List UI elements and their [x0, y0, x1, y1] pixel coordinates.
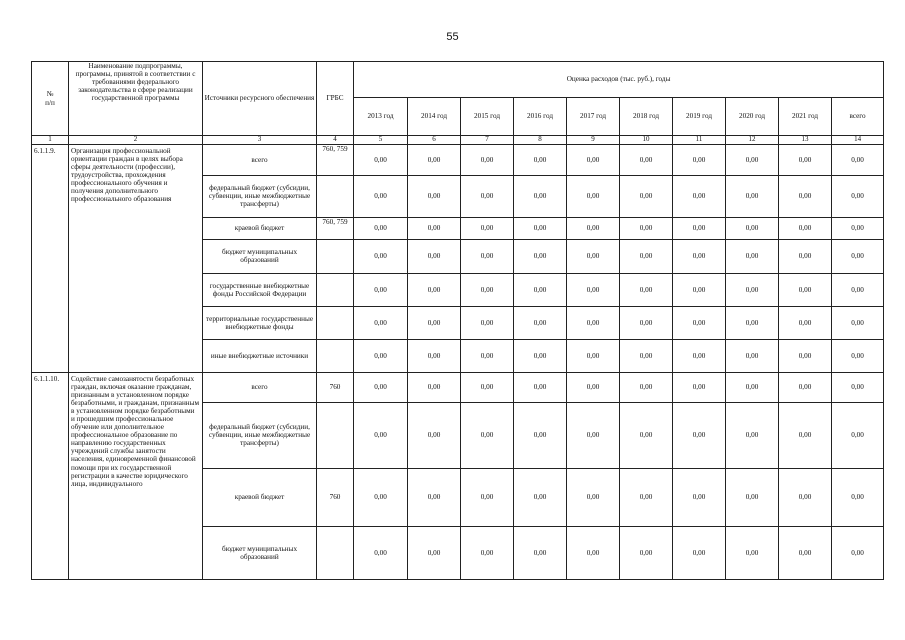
expense-value: 0,00	[726, 306, 779, 339]
expense-value: 0,00	[779, 468, 832, 526]
expense-value: 0,00	[620, 339, 673, 372]
expense-value: 0,00	[726, 526, 779, 579]
index-row	[32, 136, 884, 145]
funding-source: всего	[203, 144, 317, 175]
expense-value: 0,00	[726, 217, 779, 239]
expense-value: 0,00	[673, 239, 726, 273]
column-index: 14	[832, 136, 884, 145]
expense-value: 0,00	[461, 526, 514, 579]
expense-value: 0,00	[408, 402, 461, 468]
grbs-code	[317, 239, 354, 273]
expense-value: 0,00	[779, 175, 832, 217]
expense-value: 0,00	[673, 468, 726, 526]
expense-value: 0,00	[673, 402, 726, 468]
expense-value: 0,00	[567, 339, 620, 372]
header-year: 2016 год	[514, 98, 567, 136]
expense-value: 0,00	[514, 144, 567, 175]
expense-value: 0,00	[620, 175, 673, 217]
header-name: Наименование подпрограммы, программы, принятой в соответствии с требованиями федерального законодательства в сфере реализации государственной программы	[69, 62, 203, 136]
expense-value: 0,00	[779, 372, 832, 402]
table-row	[32, 144, 884, 175]
expense-value: 0,00	[567, 306, 620, 339]
expense-value: 0,00	[354, 526, 408, 579]
grbs-code: 760, 759	[317, 217, 354, 239]
funding-source: краевой бюджет	[203, 468, 317, 526]
column-index: 8	[514, 136, 567, 145]
expense-value: 0,00	[673, 526, 726, 579]
expense-value: 0,00	[620, 372, 673, 402]
expense-value: 0,00	[354, 144, 408, 175]
expense-value: 0,00	[726, 402, 779, 468]
expense-value: 0,00	[354, 217, 408, 239]
expense-value: 0,00	[354, 239, 408, 273]
header-year: 2018 год	[620, 98, 673, 136]
expense-value: 0,00	[673, 372, 726, 402]
expense-value: 0,00	[354, 339, 408, 372]
expense-value: 0,00	[567, 273, 620, 306]
expense-value: 0,00	[832, 372, 884, 402]
expense-value: 0,00	[832, 273, 884, 306]
expense-value: 0,00	[620, 144, 673, 175]
expense-value: 0,00	[726, 144, 779, 175]
column-index: 4	[317, 136, 354, 145]
expense-value: 0,00	[726, 239, 779, 273]
expense-value: 0,00	[779, 273, 832, 306]
funding-source: федеральный бюджет (субсидии, субвенции, иные межбюджетные трансферты)	[203, 402, 317, 468]
expense-value: 0,00	[779, 526, 832, 579]
expense-value: 0,00	[567, 175, 620, 217]
expense-value: 0,00	[514, 372, 567, 402]
funding-source: всего	[203, 372, 317, 402]
item-number: 6.1.1.10.	[32, 372, 69, 579]
page-number: 55	[446, 31, 459, 43]
expense-value: 0,00	[408, 217, 461, 239]
column-index: 2	[69, 136, 203, 145]
expense-value: 0,00	[726, 175, 779, 217]
column-index: 6	[408, 136, 461, 145]
header-grbs: ГРБС	[317, 62, 354, 136]
expense-value: 0,00	[620, 526, 673, 579]
grbs-code: 760, 759	[317, 144, 354, 175]
grbs-code	[317, 526, 354, 579]
expense-value: 0,00	[567, 372, 620, 402]
expense-value: 0,00	[673, 339, 726, 372]
expense-value: 0,00	[514, 468, 567, 526]
expense-value: 0,00	[514, 239, 567, 273]
grbs-code: 760	[317, 468, 354, 526]
expense-value: 0,00	[567, 402, 620, 468]
expense-value: 0,00	[354, 402, 408, 468]
expense-value: 0,00	[620, 239, 673, 273]
expense-value: 0,00	[408, 175, 461, 217]
expense-value: 0,00	[673, 175, 726, 217]
expense-value: 0,00	[832, 239, 884, 273]
header-year: 2014 год	[408, 98, 461, 136]
expense-value: 0,00	[832, 217, 884, 239]
expense-value: 0,00	[408, 468, 461, 526]
grbs-code	[317, 339, 354, 372]
header-year: 2021 год	[779, 98, 832, 136]
expense-value: 0,00	[514, 339, 567, 372]
expense-value: 0,00	[832, 306, 884, 339]
expense-value: 0,00	[779, 402, 832, 468]
expense-value: 0,00	[620, 402, 673, 468]
expense-value: 0,00	[461, 339, 514, 372]
expense-value: 0,00	[354, 273, 408, 306]
header-year: 2017 год	[567, 98, 620, 136]
column-index: 12	[726, 136, 779, 145]
expense-value: 0,00	[408, 372, 461, 402]
header-num: № п/п	[32, 62, 69, 136]
expense-value: 0,00	[514, 175, 567, 217]
expense-value: 0,00	[354, 175, 408, 217]
expense-value: 0,00	[779, 339, 832, 372]
expense-value: 0,00	[514, 217, 567, 239]
expense-value: 0,00	[620, 468, 673, 526]
grbs-code	[317, 273, 354, 306]
expense-value: 0,00	[461, 144, 514, 175]
grbs-code	[317, 402, 354, 468]
funding-source: бюджет муниципальных образований	[203, 526, 317, 579]
expense-value: 0,00	[514, 273, 567, 306]
expense-value: 0,00	[567, 526, 620, 579]
funding-source: территориальные государственные внебюджетные фонды	[203, 306, 317, 339]
header-sources: Источники ресурсного обеспечения	[203, 62, 317, 136]
column-index: 10	[620, 136, 673, 145]
grbs-code: 760	[317, 372, 354, 402]
expense-value: 0,00	[408, 306, 461, 339]
column-index: 13	[779, 136, 832, 145]
expense-value: 0,00	[779, 217, 832, 239]
header-year: 2020 год	[726, 98, 779, 136]
item-name: Содействие самозанятости безработных граждан, включая оказание гражданам, признанным в установленном порядке безработными, и гражданам, признанным в установленном порядке безработными и прошедшим профессиональное обучение или дополнительное профессиональное образование по направлению государственных учреждений службы занятости населения, единовременной финансовой помощи при их государственной регистрации в качестве юридического лица, индивидуального	[69, 372, 203, 579]
expense-value: 0,00	[461, 372, 514, 402]
budget-table	[31, 61, 884, 580]
header-year: 2015 год	[461, 98, 514, 136]
expense-value: 0,00	[408, 239, 461, 273]
column-index: 7	[461, 136, 514, 145]
expense-value: 0,00	[726, 372, 779, 402]
table-row	[32, 372, 884, 402]
expense-value: 0,00	[832, 468, 884, 526]
expense-value: 0,00	[408, 526, 461, 579]
expense-value: 0,00	[726, 468, 779, 526]
expense-value: 0,00	[726, 273, 779, 306]
funding-source: иные внебюджетные источники	[203, 339, 317, 372]
expense-value: 0,00	[408, 273, 461, 306]
header-year: 2019 год	[673, 98, 726, 136]
expense-value: 0,00	[408, 144, 461, 175]
column-index: 1	[32, 136, 69, 145]
expense-value: 0,00	[779, 144, 832, 175]
expense-value: 0,00	[408, 339, 461, 372]
header-year: всего	[832, 98, 884, 136]
expense-value: 0,00	[832, 175, 884, 217]
expense-value: 0,00	[620, 217, 673, 239]
expense-value: 0,00	[832, 402, 884, 468]
expense-value: 0,00	[514, 306, 567, 339]
funding-source: бюджет муниципальных образований	[203, 239, 317, 273]
expense-value: 0,00	[514, 402, 567, 468]
column-index: 9	[567, 136, 620, 145]
grbs-code	[317, 306, 354, 339]
expense-value: 0,00	[461, 273, 514, 306]
header-estimate: Оценка расходов (тыс. руб.), годы	[354, 62, 884, 98]
expense-value: 0,00	[673, 306, 726, 339]
expense-value: 0,00	[779, 306, 832, 339]
expense-value: 0,00	[461, 468, 514, 526]
expense-value: 0,00	[620, 273, 673, 306]
column-index: 5	[354, 136, 408, 145]
expense-value: 0,00	[620, 306, 673, 339]
grbs-code	[317, 175, 354, 217]
funding-source: государственные внебюджетные фонды Российской Федерации	[203, 273, 317, 306]
funding-source: краевой бюджет	[203, 217, 317, 239]
expense-value: 0,00	[832, 526, 884, 579]
expense-value: 0,00	[567, 468, 620, 526]
funding-source: федеральный бюджет (субсидии, субвенции, иные межбюджетные трансферты)	[203, 175, 317, 217]
expense-value: 0,00	[461, 217, 514, 239]
expense-value: 0,00	[354, 468, 408, 526]
expense-value: 0,00	[726, 339, 779, 372]
expense-value: 0,00	[673, 217, 726, 239]
expense-value: 0,00	[832, 339, 884, 372]
expense-value: 0,00	[673, 144, 726, 175]
expense-value: 0,00	[461, 306, 514, 339]
expense-value: 0,00	[673, 273, 726, 306]
expense-value: 0,00	[779, 239, 832, 273]
expense-value: 0,00	[567, 239, 620, 273]
expense-value: 0,00	[567, 144, 620, 175]
expense-value: 0,00	[354, 372, 408, 402]
expense-value: 0,00	[514, 526, 567, 579]
column-index: 3	[203, 136, 317, 145]
expense-value: 0,00	[832, 144, 884, 175]
expense-value: 0,00	[461, 402, 514, 468]
expense-value: 0,00	[461, 239, 514, 273]
header-row-top	[32, 62, 884, 98]
expense-value: 0,00	[567, 217, 620, 239]
column-index: 11	[673, 136, 726, 145]
header-year: 2013 год	[354, 98, 408, 136]
item-number: 6.1.1.9.	[32, 144, 69, 372]
expense-value: 0,00	[354, 306, 408, 339]
expense-value: 0,00	[461, 175, 514, 217]
item-name: Организация профессиональной ориентации граждан в целях выбора сферы деятельности (профессии), трудоустройства, прохождения профессионального обучения и получения дополнительного профессионального образования	[69, 144, 203, 372]
